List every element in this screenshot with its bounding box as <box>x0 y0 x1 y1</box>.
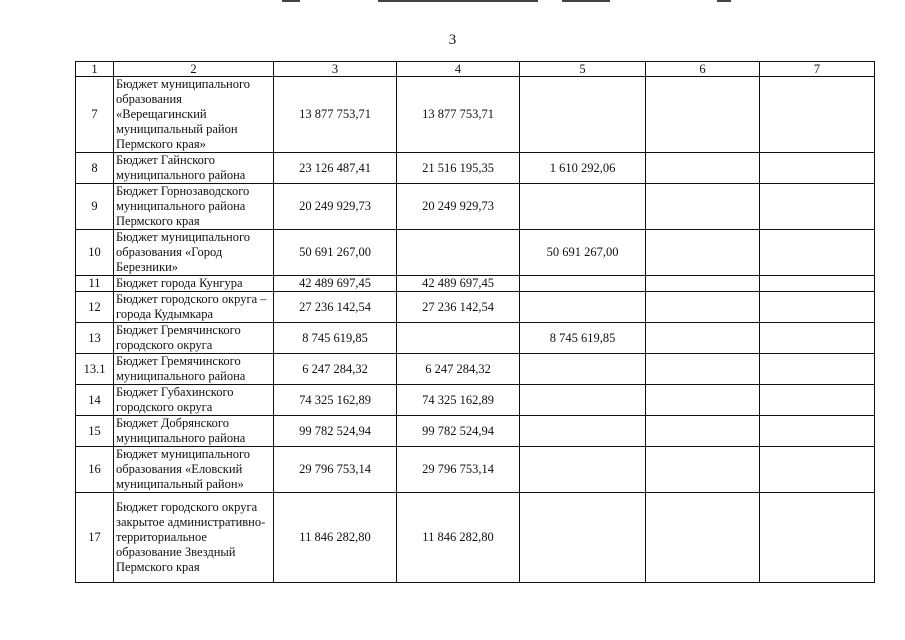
budget-name: Бюджет Губахинского городского округа <box>114 385 274 416</box>
amount-col5: 1 610 292,06 <box>520 153 646 184</box>
row-number: 7 <box>76 77 114 153</box>
page-number: 3 <box>448 32 457 48</box>
budget-name: Бюджет муниципального образования «Верещагинский муниципальный район Пермского края» <box>114 77 274 153</box>
amount-col5 <box>520 416 646 447</box>
budget-name: Бюджет Гайнского муниципального района <box>114 153 274 184</box>
amount-col5: 8 745 619,85 <box>520 323 646 354</box>
amount-col7 <box>760 493 875 583</box>
amount-col6 <box>646 493 760 583</box>
amount-col3: 27 236 142,54 <box>274 292 397 323</box>
amount-col7 <box>760 153 875 184</box>
amount-col6 <box>646 292 760 323</box>
row-number: 9 <box>76 184 114 230</box>
amount-col5 <box>520 184 646 230</box>
row-number: 17 <box>76 493 114 583</box>
amount-col3: 42 489 697,45 <box>274 276 397 292</box>
column-header: 3 <box>274 62 397 77</box>
amount-col4: 21 516 195,35 <box>397 153 520 184</box>
column-header: 7 <box>760 62 875 77</box>
amount-col3: 29 796 753,14 <box>274 447 397 493</box>
amount-col7 <box>760 447 875 493</box>
amount-col7 <box>760 354 875 385</box>
amount-col6 <box>646 77 760 153</box>
amount-col3: 20 249 929,73 <box>274 184 397 230</box>
table-row <box>76 447 875 493</box>
amount-col7 <box>760 323 875 354</box>
table-row <box>76 416 875 447</box>
amount-col7 <box>760 292 875 323</box>
amount-col6 <box>646 447 760 493</box>
table-row <box>76 493 875 583</box>
table-row <box>76 230 875 276</box>
amount-col3: 74 325 162,89 <box>274 385 397 416</box>
amount-col5: 50 691 267,00 <box>520 230 646 276</box>
amount-col4: 27 236 142,54 <box>397 292 520 323</box>
table-row <box>76 292 875 323</box>
amount-col4: 6 247 284,32 <box>397 354 520 385</box>
amount-col4: 29 796 753,14 <box>397 447 520 493</box>
amount-col5 <box>520 354 646 385</box>
amount-col6 <box>646 385 760 416</box>
row-number: 13 <box>76 323 114 354</box>
table-row <box>76 184 875 230</box>
amount-col4 <box>397 323 520 354</box>
amount-col7 <box>760 184 875 230</box>
amount-col3: 8 745 619,85 <box>274 323 397 354</box>
amount-col3: 6 247 284,32 <box>274 354 397 385</box>
row-number: 11 <box>76 276 114 292</box>
table-row <box>76 354 875 385</box>
budget-name: Бюджет города Кунгура <box>114 276 274 292</box>
amount-col3: 50 691 267,00 <box>274 230 397 276</box>
column-header: 2 <box>114 62 274 77</box>
table-row <box>76 385 875 416</box>
amount-col7 <box>760 230 875 276</box>
budget-name: Бюджет городского округа закрытое административно-территориальное образование Звездный Пермского края <box>114 493 274 583</box>
amount-col5 <box>520 385 646 416</box>
amount-col3: 23 126 487,41 <box>274 153 397 184</box>
amount-col3: 13 877 753,71 <box>274 77 397 153</box>
budget-name: Бюджет Гремячинского муниципального района <box>114 354 274 385</box>
table-row <box>76 323 875 354</box>
amount-col5 <box>520 493 646 583</box>
amount-col6 <box>646 230 760 276</box>
budget-name: Бюджет муниципального образования «Еловский муниципальный район» <box>114 447 274 493</box>
column-header: 5 <box>520 62 646 77</box>
amount-col4: 20 249 929,73 <box>397 184 520 230</box>
amount-col4 <box>397 230 520 276</box>
amount-col4: 42 489 697,45 <box>397 276 520 292</box>
amount-col5 <box>520 447 646 493</box>
row-number: 14 <box>76 385 114 416</box>
amount-col6 <box>646 184 760 230</box>
amount-col3: 99 782 524,94 <box>274 416 397 447</box>
amount-col6 <box>646 276 760 292</box>
amount-col7 <box>760 276 875 292</box>
amount-col5 <box>520 77 646 153</box>
budget-name: Бюджет муниципального образования «Город Березники» <box>114 230 274 276</box>
amount-col5 <box>520 292 646 323</box>
scan-artifacts <box>0 0 905 6</box>
table-row <box>76 77 875 153</box>
row-number: 12 <box>76 292 114 323</box>
amount-col4: 99 782 524,94 <box>397 416 520 447</box>
budget-name: Бюджет городского округа – города Кудымкара <box>114 292 274 323</box>
column-header: 4 <box>397 62 520 77</box>
amount-col6 <box>646 416 760 447</box>
row-number: 13.1 <box>76 354 114 385</box>
amount-col6 <box>646 354 760 385</box>
amount-col3: 11 846 282,80 <box>274 493 397 583</box>
amount-col4: 74 325 162,89 <box>397 385 520 416</box>
amount-col6 <box>646 153 760 184</box>
budget-table <box>75 61 875 583</box>
amount-col5 <box>520 276 646 292</box>
table-row <box>76 153 875 184</box>
budget-name: Бюджет Добрянского муниципального района <box>114 416 274 447</box>
amount-col7 <box>760 385 875 416</box>
table-row <box>76 276 875 292</box>
budget-name: Бюджет Горнозаводского муниципального района Пермского края <box>114 184 274 230</box>
amount-col4: 11 846 282,80 <box>397 493 520 583</box>
column-header: 6 <box>646 62 760 77</box>
row-number: 16 <box>76 447 114 493</box>
row-number: 10 <box>76 230 114 276</box>
amount-col6 <box>646 323 760 354</box>
amount-col4: 13 877 753,71 <box>397 77 520 153</box>
budget-name: Бюджет Гремячинского городского округа <box>114 323 274 354</box>
row-number: 15 <box>76 416 114 447</box>
row-number: 8 <box>76 153 114 184</box>
amount-col7 <box>760 77 875 153</box>
column-header: 1 <box>76 62 114 77</box>
header-row <box>76 62 875 77</box>
amount-col7 <box>760 416 875 447</box>
